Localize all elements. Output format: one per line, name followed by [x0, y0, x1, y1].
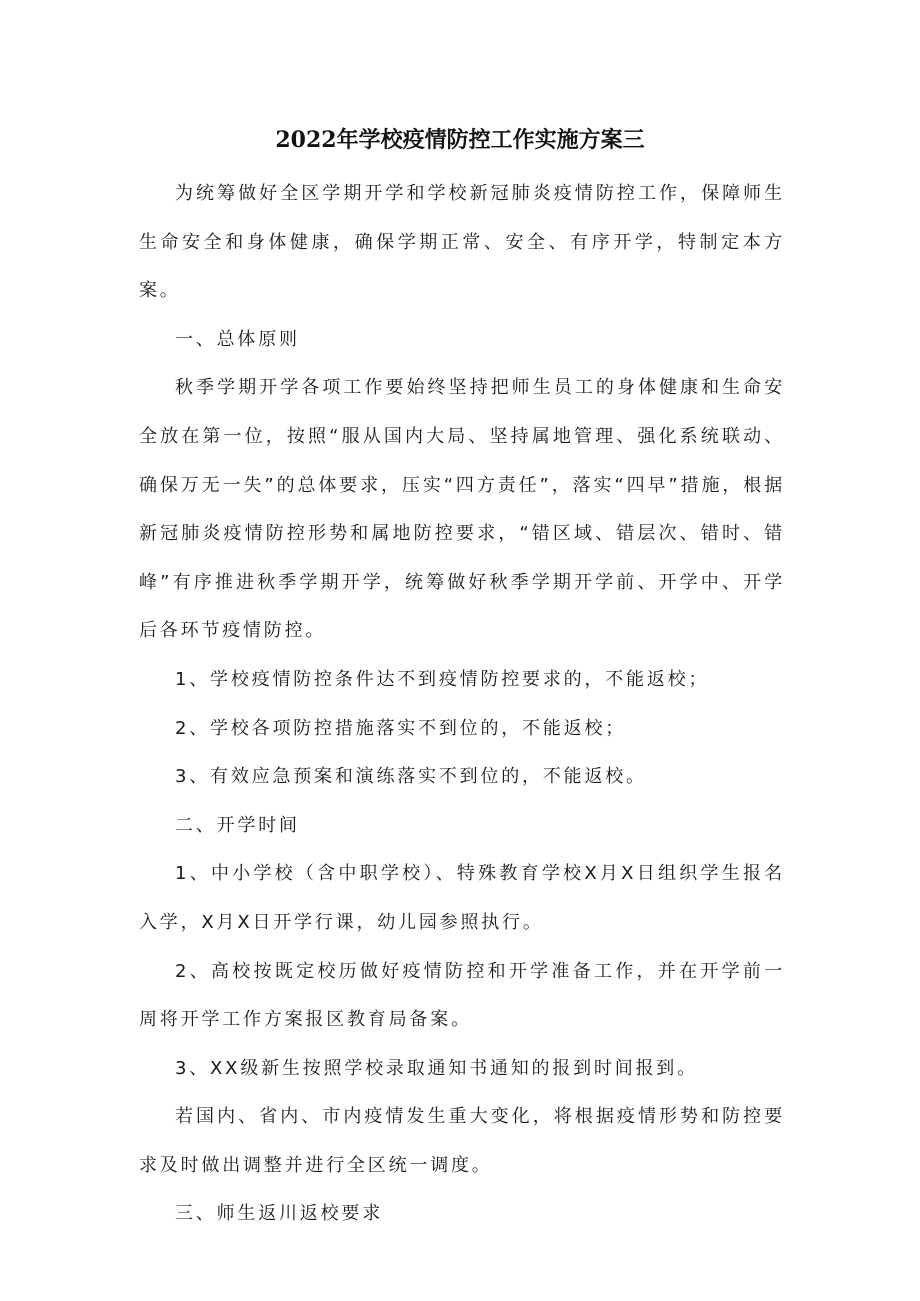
schedule-item-1: 1、中小学校（含中职学校）、特殊教育学校X月X日组织学生报名入学，X月X日开学行课，幼儿园参照执行。 [139, 863, 785, 933]
schedule-item-2: 2、高校按既定校历做好疫情防控和开学准备工作，并在开学前一周将开学工作方案报区教育局备案。 [139, 960, 785, 1031]
principle-item-1: 1、学校疫情防控条件达不到疫情防控要求的，不能返校； [175, 668, 710, 690]
schedule-note-paragraph: 若国内、省内、市内疫情发生重大变化，将根据疫情形势和防控要求及时做出调整并进行全区统一调度。 [139, 1106, 785, 1176]
section-heading-return-requirements: 三、师生返川返校要求 [175, 1203, 383, 1225]
schedule-item-3: 3、XX级新生按照学校录取通知书通知的报到时间报到。 [175, 1057, 698, 1079]
principle-item-2: 2、学校各项防控措施落实不到位的，不能返校； [175, 717, 627, 739]
principles-paragraph: 秋季学期开学各项工作要始终坚持把师生员工的身体健康和生命安全放在第一位，按照“服从国内大局、坚持属地管理、强化系统联动、确保万无一失”的总体要求，压实“四方责任”，落实“四早”措施，根据新冠肺炎疫情防控形势和属地防控要求，“错区域、错层次、错时、错峰”有序推进秋季学期开学，统筹做好秋季学期开学前、开学中、开学后各环节疫情防控。 [139, 377, 785, 642]
document-body [139, 170, 785, 1239]
principle-item-3: 3、有效应急预案和演练落实不到位的，不能返校。 [175, 766, 647, 788]
document-title: 2022年学校疫情防控工作实施方案三 [275, 127, 645, 153]
section-heading-schedule: 二、开学时间 [175, 814, 300, 836]
intro-paragraph: 为统筹做好全区学期开学和学校新冠肺炎疫情防控工作，保障师生生命安全和身体健康，确保学期正常、安全、有序开学，特制定本方案。 [139, 183, 785, 302]
section-heading-principles: 一、总体原则 [175, 328, 300, 350]
